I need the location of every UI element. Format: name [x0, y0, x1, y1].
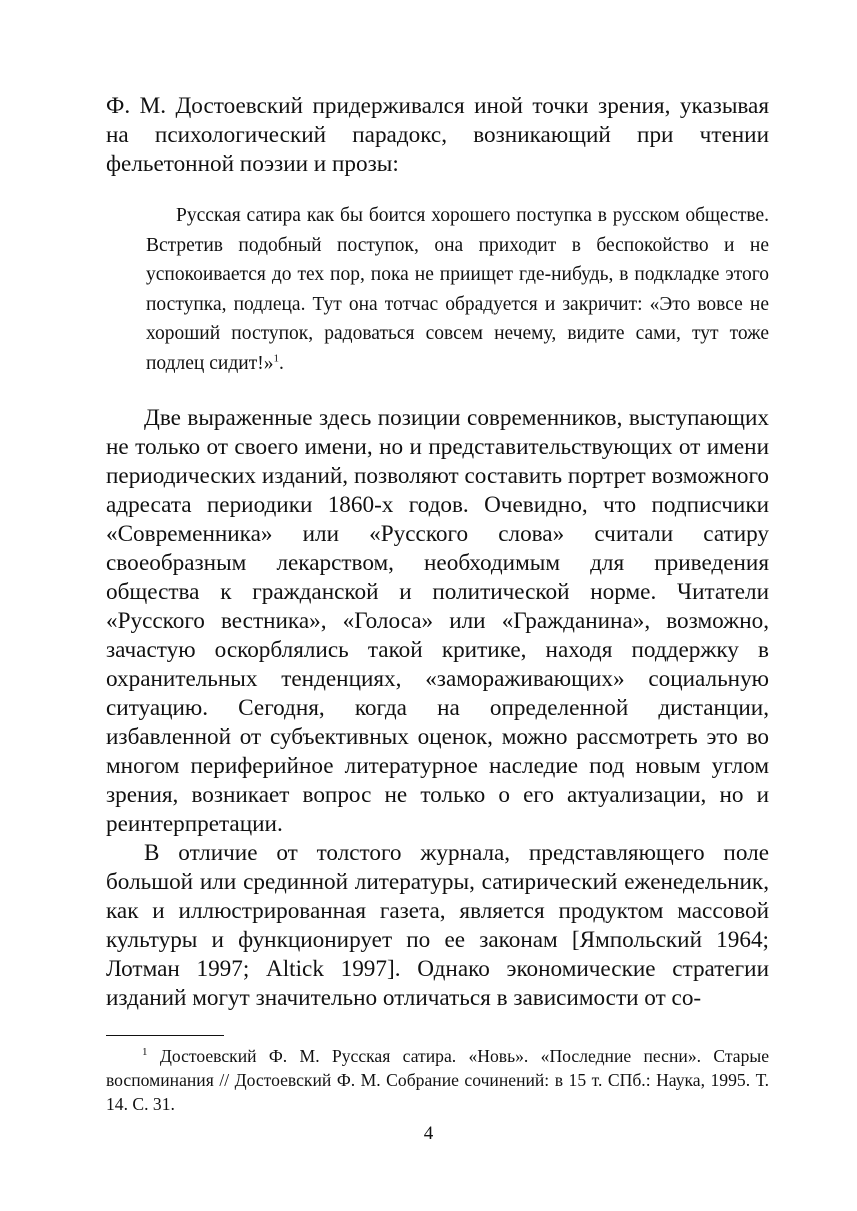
- block-quote: [146, 201, 769, 378]
- page-body: [106, 92, 769, 1116]
- footnote-number: 1: [142, 1046, 148, 1059]
- quote-end-punct: .: [278, 352, 284, 374]
- footnote-text: Достоевский Ф. М. Русская сатира. «Новь». «Последние песни». Старые воспоминания // Достоевский Ф. М. Собрание сочинений: в 15 т. СПб.: Наука, 1995. Т. 14. С. 31.: [106, 1046, 769, 1114]
- footnote-divider: [106, 1035, 224, 1036]
- page-number: 4: [423, 1123, 434, 1144]
- footnote: [106, 1044, 769, 1116]
- intro-paragraph: Ф. М. Достоевский придерживался иной точки зрения, указывая на психологический парадокс, возникающий при чтении фельетонной поэзии и прозы:: [106, 93, 769, 177]
- body-paragraph-3: В отличие от толстого журнала, представляющего поле большой или срединной литературы, сатирический еженедельник, как и иллюстрированная газета, является продуктом массовой культуры и функционирует по ее законам [Ямпольский 1964; Лотман 1997; Altick 1997]. Однако экономические стратегии изданий могут значительно отличаться в зависимости от со-: [106, 840, 769, 1011]
- footnote-reference[interactable]: 1: [273, 352, 279, 364]
- quote-text: Русская сатира как бы боится хорошего поступка в русском обществе. Встретив подобный поступок, она приходит в беспокойство и не успокоивается до тех пор, пока не приищет где-нибудь, в подкладке этого поступка, подлеца. Тут она тотчас обрадуется и закричит: «Это вовсе не хороший поступок, радоваться совсем нечему, видите сами, тут тоже подлец сидит!»: [146, 205, 769, 374]
- body-paragraph-2: Две выраженные здесь позиции современников, выступающих не только от своего имени, но и представительствующих от имени периодических изданий, позволяют составить портрет возможного адресата периодики 1860-х годов. Очевидно, что подписчики «Современника» или «Русского слова» считали сатиру своеобразным лекарством, необходимым для приведения общества к гражданской и политической норме. Читатели «Русского вестника», «Голоса» или «Гражданина», возможно, зачастую оскорблялись такой критике, находя поддержку в охранительных тенденциях, «замораживающих» социальную ситуацию. Сегодня, когда на определенной дистанции, избавленной от субъективных оценок, можно рассмотреть это во многом периферийное литературное наследие под новым углом зрения, возникает вопрос не только о его актуализации, но и реинтерпретации.: [106, 405, 769, 837]
